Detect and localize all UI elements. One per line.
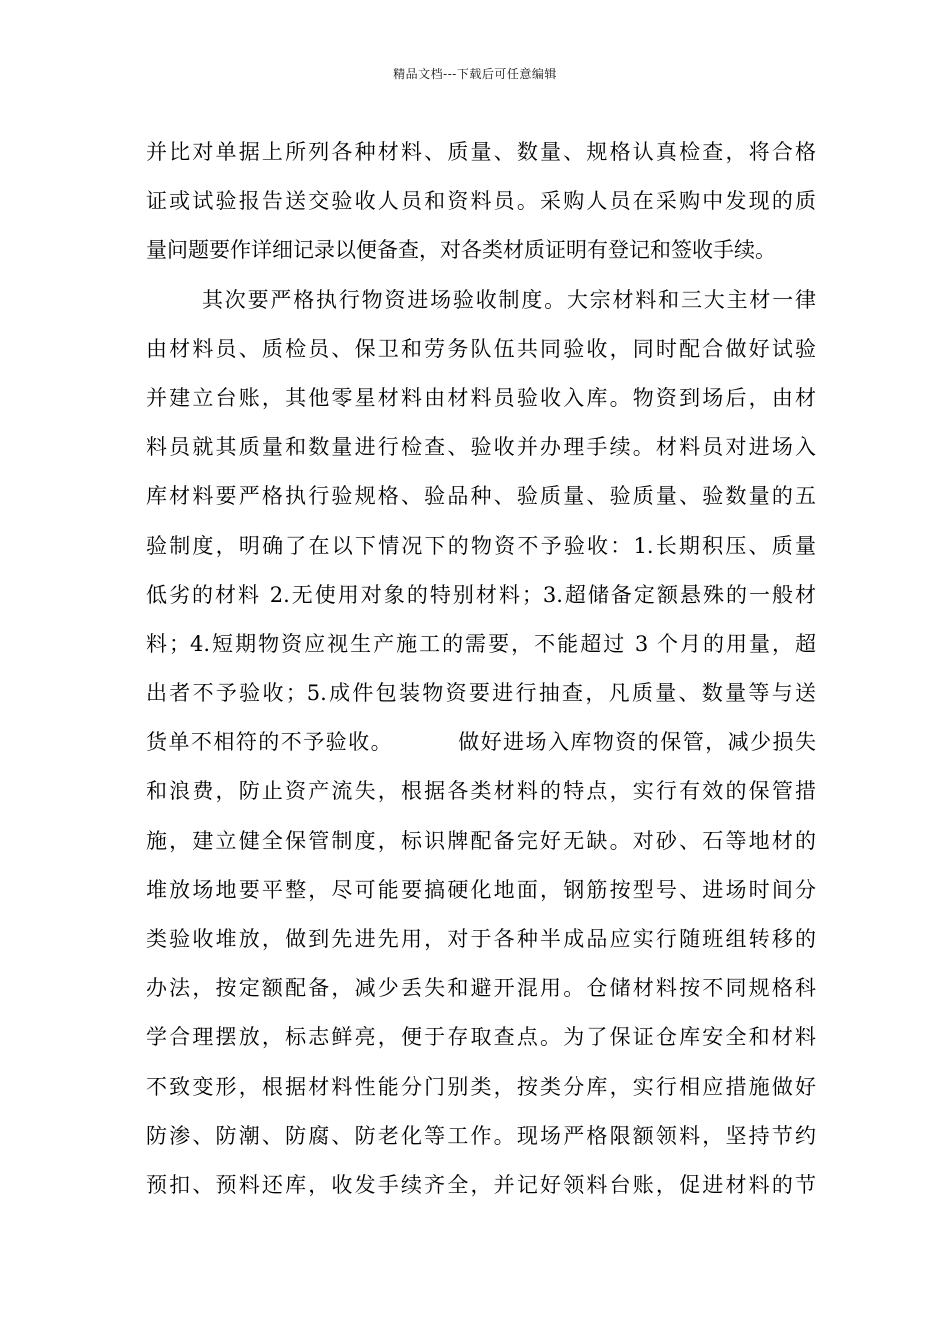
- text-line: 和浪费，防止资产流失，根据各类材料的特点，实行有效的保管措: [146, 779, 816, 804]
- text-line: 料员就其质量和数量进行检查、验收并办理手续。材料员对进场入: [146, 435, 816, 460]
- text-line: 不致变形，根据材料性能分门别类，按类分库，实行相应措施做好: [146, 1074, 816, 1099]
- text-line: 出者不予验收；5.成件包装物资要进行抽查，凡质量、数量等与送: [146, 681, 816, 706]
- text-line: 验制度，明确了在以下情况下的物资不予验收：1.长期积压、质量: [146, 533, 816, 558]
- text-line: 证或试验报告送交验收人员和资料员。采购人员在采购中发现的质: [146, 189, 816, 214]
- text-line: 学合理摆放，标志鲜亮，便于存取查点。为了保证仓库安全和材料: [146, 1025, 816, 1050]
- text-line: 防渗、防潮、防腐、防老化等工作。现场严格限额领料，坚持节约: [146, 1123, 816, 1148]
- text-line: 类验收堆放，做到先进先用，对于各种半成品应实行随班组转移的: [146, 927, 816, 951]
- text-line: 低劣的材料 2.无使用对象的特别材料；3.超储备定额悬殊的一般材: [146, 582, 816, 607]
- text-line: 量问题要作详细记录以便备查，对各类材质证明有登记和签收手续。: [146, 238, 776, 263]
- text-line: 货单不相符的不予验收。 做好进场入库物资的保管，减少损失: [146, 730, 816, 755]
- text-line: 库材料要严格执行验规格、验品种、验质量、验质量、验数量的五: [146, 484, 816, 509]
- body-text: [146, 128, 816, 1210]
- text-line: 由材料员、质检员、保卫和劳务队伍共同验收，同时配合做好试验: [146, 336, 816, 361]
- paragraph-first-line: 其次要严格执行物资进场验收制度。大宗材料和三大主材一律: [202, 287, 816, 312]
- text-line: 并比对单据上所列各种材料、质量、数量、规格认真检查，将合格: [146, 140, 816, 164]
- page-header: 精品文档---下载后可任意编辑: [393, 67, 557, 81]
- text-line: 堆放场地要平整，尽可能要搞硬化地面，钢筋按型号、进场时间分: [146, 877, 816, 902]
- text-line: 并建立台账，其他零星材料由材料员验收入库。物资到场后，由材: [146, 385, 816, 410]
- text-line: 施，建立健全保管制度，标识牌配备完好无缺。对砂、石等地材的: [146, 828, 816, 853]
- text-line: 料；4.短期物资应视生产施工的需要，不能超过 3 个月的用量，超: [146, 631, 816, 656]
- text-line: 办法，按定额配备，减少丢失和避开混用。仓储材料按不同规格科: [146, 976, 816, 1001]
- text-line: 预扣、预料还库，收发手续齐全，并记好领料台账，促进材料的节: [146, 1172, 816, 1197]
